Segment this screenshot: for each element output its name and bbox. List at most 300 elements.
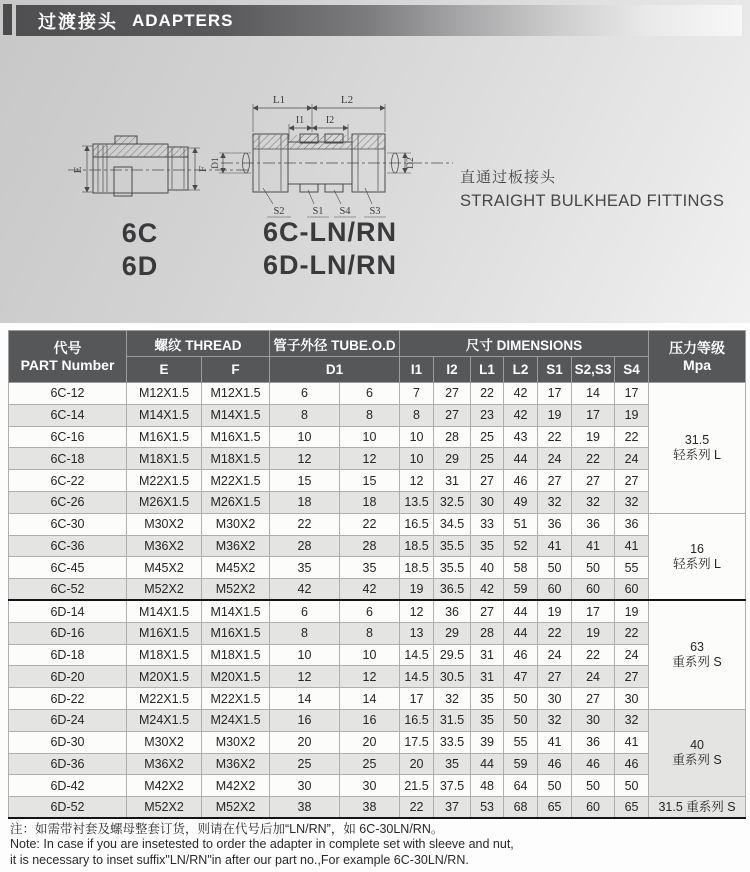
value-cell: 22 — [538, 426, 572, 448]
value-cell: 32 — [615, 709, 649, 731]
value-cell: M36X2 — [202, 753, 270, 775]
value-cell: 30 — [615, 688, 649, 710]
dim-label-l2: L2 — [340, 94, 354, 106]
value-cell: 17.5 — [400, 731, 434, 753]
dim-label-s1: S1 — [312, 206, 324, 217]
col-header-pressure — [649, 331, 746, 383]
value-cell: M14X1.5 — [127, 404, 202, 426]
value-cell: 50 — [615, 775, 649, 797]
value-cell: 6 — [340, 600, 400, 622]
note-en1: Note: In case if you are insetested to order the adapter in complete set with sleeve and nut, — [10, 837, 514, 851]
value-cell: 46 — [538, 753, 572, 775]
value-cell: M45X2 — [202, 557, 270, 579]
value-cell: 22 — [400, 797, 434, 819]
value-cell: 13 — [400, 622, 434, 644]
value-cell: 22 — [340, 513, 400, 535]
value-cell: 47 — [504, 666, 538, 688]
value-cell: M24X1.5 — [127, 709, 202, 731]
value-cell: 28 — [434, 426, 471, 448]
value-cell: 42 — [504, 383, 538, 405]
value-cell: 8 — [270, 622, 340, 644]
value-cell: 28 — [340, 535, 400, 557]
value-cell: 37.5 — [434, 775, 471, 797]
value-cell: 12 — [270, 448, 340, 470]
value-cell: 19 — [538, 404, 572, 426]
value-cell: M24X1.5 — [202, 709, 270, 731]
dim-label-l1: L1 — [272, 94, 286, 106]
value-cell: 21.5 — [400, 775, 434, 797]
product-name-block — [460, 166, 724, 211]
col-header-part-zh: 代号 — [53, 339, 82, 356]
pressure-rating-cell: 63 重系列 S — [649, 600, 746, 709]
value-cell: 36.5 — [434, 579, 471, 601]
value-cell: M22X1.5 — [202, 688, 270, 710]
value-cell: 42 — [270, 579, 340, 601]
model-label-6d: 6D — [121, 251, 159, 281]
value-cell: 50 — [538, 557, 572, 579]
value-cell: 41 — [538, 731, 572, 753]
footer-notes — [10, 821, 514, 868]
value-cell: 18 — [270, 491, 340, 513]
value-cell: 20 — [340, 731, 400, 753]
value-cell: M18X1.5 — [127, 644, 202, 666]
table-row — [9, 404, 746, 426]
value-cell: 41 — [615, 731, 649, 753]
value-cell: 60 — [572, 797, 615, 819]
pressure-rating-cell: 31.5 重系列 S — [649, 797, 746, 819]
value-cell: 8 — [340, 404, 400, 426]
value-cell: 27 — [434, 383, 471, 405]
value-cell: 27 — [434, 404, 471, 426]
value-cell: M52X2 — [127, 797, 202, 819]
value-cell: 16.5 — [400, 709, 434, 731]
dim-label-d1: D1 — [211, 157, 221, 169]
value-cell: 55 — [504, 731, 538, 753]
value-cell: 10 — [270, 644, 340, 666]
value-cell: M30X2 — [127, 513, 202, 535]
value-cell: 44 — [504, 448, 538, 470]
table-body — [9, 383, 746, 819]
value-cell: 27 — [572, 688, 615, 710]
value-cell: 31 — [434, 470, 471, 492]
value-cell: M18X1.5 — [127, 448, 202, 470]
value-cell: 18 — [340, 491, 400, 513]
value-cell: 36 — [538, 513, 572, 535]
part-number-cell: 6C-52 — [9, 579, 127, 601]
col-header-s2s3: S2,S3 — [572, 357, 615, 383]
table-row — [9, 383, 746, 405]
col-header-s4: S4 — [615, 357, 649, 383]
value-cell: 48 — [471, 775, 504, 797]
value-cell: 58 — [504, 557, 538, 579]
value-cell: 46 — [572, 753, 615, 775]
table-row — [9, 688, 746, 710]
col-header-s1: S1 — [538, 357, 572, 383]
value-cell: M30X2 — [127, 731, 202, 753]
product-name-en: STRAIGHT BULKHEAD FITTINGS — [460, 192, 725, 210]
value-cell: 33 — [471, 513, 504, 535]
value-cell: 42 — [471, 579, 504, 601]
value-cell: 35.5 — [434, 557, 471, 579]
value-cell: M52X2 — [127, 579, 202, 601]
value-cell: 46 — [615, 753, 649, 775]
value-cell: M18X1.5 — [202, 644, 270, 666]
value-cell: 14.5 — [400, 644, 434, 666]
value-cell: M18X1.5 — [202, 448, 270, 470]
value-cell: 32 — [572, 491, 615, 513]
value-cell: 68 — [504, 797, 538, 819]
value-cell: 20 — [270, 731, 340, 753]
value-cell: 32 — [615, 491, 649, 513]
table-row — [9, 491, 746, 513]
value-cell: 50 — [538, 775, 572, 797]
table-row — [9, 753, 746, 775]
model-label-6c: 6C — [121, 218, 159, 248]
value-cell: 30.5 — [434, 666, 471, 688]
value-cell: 27 — [538, 666, 572, 688]
table-row — [9, 797, 746, 819]
value-cell: 35.5 — [434, 535, 471, 557]
value-cell: 55 — [615, 557, 649, 579]
value-cell: M36X2 — [127, 753, 202, 775]
value-cell: 41 — [615, 535, 649, 557]
value-cell: 19 — [572, 622, 615, 644]
value-cell: M16X1.5 — [127, 426, 202, 448]
value-cell: 50 — [572, 775, 615, 797]
value-cell: M45X2 — [127, 557, 202, 579]
col-header-e: E — [127, 357, 202, 383]
value-cell: 22 — [572, 644, 615, 666]
col-header-i2: I2 — [434, 357, 471, 383]
value-cell: 16.5 — [400, 513, 434, 535]
value-cell: 40 — [471, 557, 504, 579]
value-cell: 24 — [572, 666, 615, 688]
value-cell: 6 — [270, 600, 340, 622]
col-header-tube-od: 管子外径 TUBE.O.D — [270, 331, 400, 357]
value-cell: M20X1.5 — [202, 666, 270, 688]
value-cell: 42 — [504, 404, 538, 426]
value-cell: 18.5 — [400, 557, 434, 579]
part-number-cell: 6C-30 — [9, 513, 127, 535]
value-cell: 14 — [340, 688, 400, 710]
value-cell: M42X2 — [127, 775, 202, 797]
value-cell: 16 — [340, 709, 400, 731]
value-cell: 32 — [434, 688, 471, 710]
value-cell: 46 — [504, 470, 538, 492]
part-number-cell: 6C-26 — [9, 491, 127, 513]
value-cell: 35 — [471, 709, 504, 731]
value-cell: 27 — [471, 470, 504, 492]
value-cell: 60 — [538, 579, 572, 601]
value-cell: 12 — [270, 666, 340, 688]
value-cell: 35 — [471, 688, 504, 710]
dim-label-d2: D2 — [406, 157, 416, 169]
value-cell: M16X1.5 — [202, 622, 270, 644]
value-cell: M52X2 — [202, 797, 270, 819]
value-cell: 8 — [270, 404, 340, 426]
value-cell: 10 — [340, 644, 400, 666]
value-cell: 19 — [615, 600, 649, 622]
table-row — [9, 513, 746, 535]
col-header-dimensions: 尺寸 DIMENSIONS — [400, 331, 649, 357]
value-cell: 14.5 — [400, 666, 434, 688]
value-cell: 50 — [504, 709, 538, 731]
part-number-cell: 6D-18 — [9, 644, 127, 666]
value-cell: 39 — [471, 731, 504, 753]
note-zh: 注：如需带衬套及螺母整套订货，则请在代号后加“LN/RN”，如 6C-30LN/RN。 — [10, 822, 444, 836]
value-cell: 6 — [270, 383, 340, 405]
value-cell: 10 — [400, 426, 434, 448]
value-cell: 22 — [572, 448, 615, 470]
value-cell: 10 — [270, 426, 340, 448]
value-cell: 17 — [400, 688, 434, 710]
value-cell: 29 — [434, 622, 471, 644]
value-cell: M26X1.5 — [202, 491, 270, 513]
col-header-l2: L2 — [504, 357, 538, 383]
value-cell: 17 — [572, 600, 615, 622]
value-cell: 27 — [572, 470, 615, 492]
value-cell: 28 — [270, 535, 340, 557]
value-cell: 53 — [471, 797, 504, 819]
part-number-cell: 6C-12 — [9, 383, 127, 405]
value-cell: 50 — [572, 557, 615, 579]
part-number-cell: 6C-18 — [9, 448, 127, 470]
dim-label-i1: I1 — [295, 115, 305, 126]
part-number-cell: 6C-22 — [9, 470, 127, 492]
table-row — [9, 666, 746, 688]
value-cell: 22 — [538, 622, 572, 644]
value-cell: 10 — [400, 448, 434, 470]
value-cell: 32 — [538, 709, 572, 731]
value-cell: 6 — [340, 383, 400, 405]
col-header-part-number — [9, 331, 127, 383]
value-cell: 36 — [572, 513, 615, 535]
value-cell: 35 — [270, 557, 340, 579]
value-cell: 44 — [471, 753, 504, 775]
value-cell: 30 — [572, 709, 615, 731]
page-title — [16, 5, 742, 36]
value-cell: 14 — [270, 688, 340, 710]
value-cell: 12 — [400, 600, 434, 622]
value-cell: M16X1.5 — [127, 622, 202, 644]
product-name-zh: 直通过板接头 — [460, 169, 557, 186]
value-cell: 7 — [400, 383, 434, 405]
table-row — [9, 622, 746, 644]
value-cell: M30X2 — [202, 513, 270, 535]
col-header-d1: D1 — [270, 357, 400, 383]
value-cell: 22 — [615, 426, 649, 448]
part-number-cell: 6D-20 — [9, 666, 127, 688]
value-cell: M14X1.5 — [202, 600, 270, 622]
value-cell: 22 — [270, 513, 340, 535]
value-cell: 12 — [340, 666, 400, 688]
value-cell: 18.5 — [400, 535, 434, 557]
value-cell: 27 — [538, 470, 572, 492]
note-en2: it is necessary to inset suffix"LN/RN"in after our part no.,For example 6C-30LN/RN. — [10, 852, 469, 867]
value-cell: M22X1.5 — [202, 470, 270, 492]
value-cell: 59 — [504, 579, 538, 601]
value-cell: 14 — [572, 383, 615, 405]
value-cell: 27 — [615, 666, 649, 688]
col-header-l1: L1 — [471, 357, 504, 383]
value-cell: M52X2 — [202, 579, 270, 601]
value-cell: 17 — [572, 404, 615, 426]
part-number-cell: 6D-22 — [9, 688, 127, 710]
value-cell: M12X1.5 — [127, 383, 202, 405]
value-cell: 30 — [270, 775, 340, 797]
table-row — [9, 579, 746, 601]
value-cell: 31.5 — [434, 709, 471, 731]
value-cell: 25 — [471, 448, 504, 470]
value-cell: 19 — [615, 404, 649, 426]
value-cell: 52 — [504, 535, 538, 557]
value-cell: 31 — [471, 644, 504, 666]
value-cell: 38 — [270, 797, 340, 819]
part-number-cell: 6C-16 — [9, 426, 127, 448]
value-cell: 15 — [340, 470, 400, 492]
value-cell: M20X1.5 — [127, 666, 202, 688]
part-number-cell: 6D-52 — [9, 797, 127, 819]
table-row — [9, 426, 746, 448]
value-cell: 36 — [615, 513, 649, 535]
value-cell: 25 — [270, 753, 340, 775]
value-cell: 60 — [572, 579, 615, 601]
table-row — [9, 709, 746, 731]
value-cell: 31 — [471, 666, 504, 688]
value-cell: M22X1.5 — [127, 688, 202, 710]
dim-label-e: E — [72, 166, 84, 174]
col-header-i1: I1 — [400, 357, 434, 383]
value-cell: M42X2 — [202, 775, 270, 797]
value-cell: 19 — [538, 600, 572, 622]
value-cell: 33.5 — [434, 731, 471, 753]
value-cell: 25 — [471, 426, 504, 448]
value-cell: M14X1.5 — [202, 404, 270, 426]
value-cell: 35 — [471, 535, 504, 557]
table-row — [9, 448, 746, 470]
part-number-cell: 6D-14 — [9, 600, 127, 622]
col-header-pressure-zh: 压力等级 — [669, 339, 726, 356]
value-cell: 19 — [400, 579, 434, 601]
value-cell: 32.5 — [434, 491, 471, 513]
value-cell: 24 — [615, 644, 649, 666]
value-cell: 20 — [400, 753, 434, 775]
value-cell: M26X1.5 — [127, 491, 202, 513]
value-cell: 13.5 — [400, 491, 434, 513]
value-cell: M14X1.5 — [127, 600, 202, 622]
value-cell: 65 — [615, 797, 649, 819]
table-row — [9, 731, 746, 753]
dim-label-i2: I2 — [325, 115, 335, 126]
value-cell: 25 — [340, 753, 400, 775]
spec-table — [8, 330, 746, 819]
dim-label-s3: S3 — [369, 206, 381, 217]
col-header-part-en: PART Number — [20, 356, 115, 373]
model-label-6d-ln: 6D-LN/RN — [263, 250, 397, 280]
value-cell: 44 — [504, 600, 538, 622]
page-title-en: ADAPTERS — [132, 10, 234, 30]
value-cell: 30 — [340, 775, 400, 797]
table-row — [9, 535, 746, 557]
value-cell: 29.5 — [434, 644, 471, 666]
value-cell: 30 — [471, 491, 504, 513]
value-cell: M36X2 — [127, 535, 202, 557]
model-label-6c-ln: 6C-LN/RN — [263, 217, 397, 247]
pressure-rating-cell: 16 轻系列 L — [649, 513, 746, 600]
value-cell: 36 — [434, 600, 471, 622]
value-cell: 41 — [572, 535, 615, 557]
value-cell: 60 — [615, 579, 649, 601]
dim-label-s4: S4 — [339, 206, 351, 217]
part-number-cell: 6D-30 — [9, 731, 127, 753]
col-header-f: F — [202, 357, 270, 383]
value-cell: 23 — [471, 404, 504, 426]
part-number-cell: 6C-14 — [9, 404, 127, 426]
part-number-cell: 6C-36 — [9, 535, 127, 557]
table-row — [9, 470, 746, 492]
value-cell: 50 — [504, 688, 538, 710]
value-cell: 12 — [340, 448, 400, 470]
value-cell: 24 — [538, 644, 572, 666]
value-cell: 30 — [538, 688, 572, 710]
value-cell: 37 — [434, 797, 471, 819]
value-cell: 44 — [504, 622, 538, 644]
part-number-cell: 6D-24 — [9, 709, 127, 731]
value-cell: 17 — [538, 383, 572, 405]
value-cell: 24 — [615, 448, 649, 470]
value-cell: 41 — [538, 535, 572, 557]
col-header-thread: 螺纹 THREAD — [127, 331, 270, 357]
value-cell: 8 — [400, 404, 434, 426]
value-cell: 65 — [538, 797, 572, 819]
value-cell: 28 — [471, 622, 504, 644]
table-row — [9, 644, 746, 666]
part-number-cell: 6D-36 — [9, 753, 127, 775]
value-cell: 32 — [538, 491, 572, 513]
value-cell: 49 — [504, 491, 538, 513]
value-cell: 19 — [572, 426, 615, 448]
value-cell: 38 — [340, 797, 400, 819]
pressure-rating-cell: 31.5 轻系列 L — [649, 383, 746, 514]
value-cell: 51 — [504, 513, 538, 535]
pressure-rating-cell: 40 重系列 S — [649, 709, 746, 796]
value-cell: 42 — [340, 579, 400, 601]
value-cell: 59 — [504, 753, 538, 775]
value-cell: 16 — [270, 709, 340, 731]
value-cell: 36 — [572, 731, 615, 753]
value-cell: 46 — [504, 644, 538, 666]
table-row — [9, 557, 746, 579]
value-cell: 12 — [400, 470, 434, 492]
value-cell: 15 — [270, 470, 340, 492]
table-row — [9, 775, 746, 797]
value-cell: 24 — [538, 448, 572, 470]
value-cell: M36X2 — [202, 535, 270, 557]
part-number-cell: 6D-42 — [9, 775, 127, 797]
value-cell: 43 — [504, 426, 538, 448]
value-cell: 35 — [340, 557, 400, 579]
value-cell: M12X1.5 — [202, 383, 270, 405]
value-cell: 22 — [615, 622, 649, 644]
value-cell: 17 — [615, 383, 649, 405]
value-cell: M22X1.5 — [127, 470, 202, 492]
value-cell: 10 — [340, 426, 400, 448]
table-header — [9, 331, 746, 383]
page-title-zh: 过渡接头 — [38, 11, 118, 32]
value-cell: 35 — [434, 753, 471, 775]
value-cell: 64 — [504, 775, 538, 797]
table-row — [9, 600, 746, 622]
